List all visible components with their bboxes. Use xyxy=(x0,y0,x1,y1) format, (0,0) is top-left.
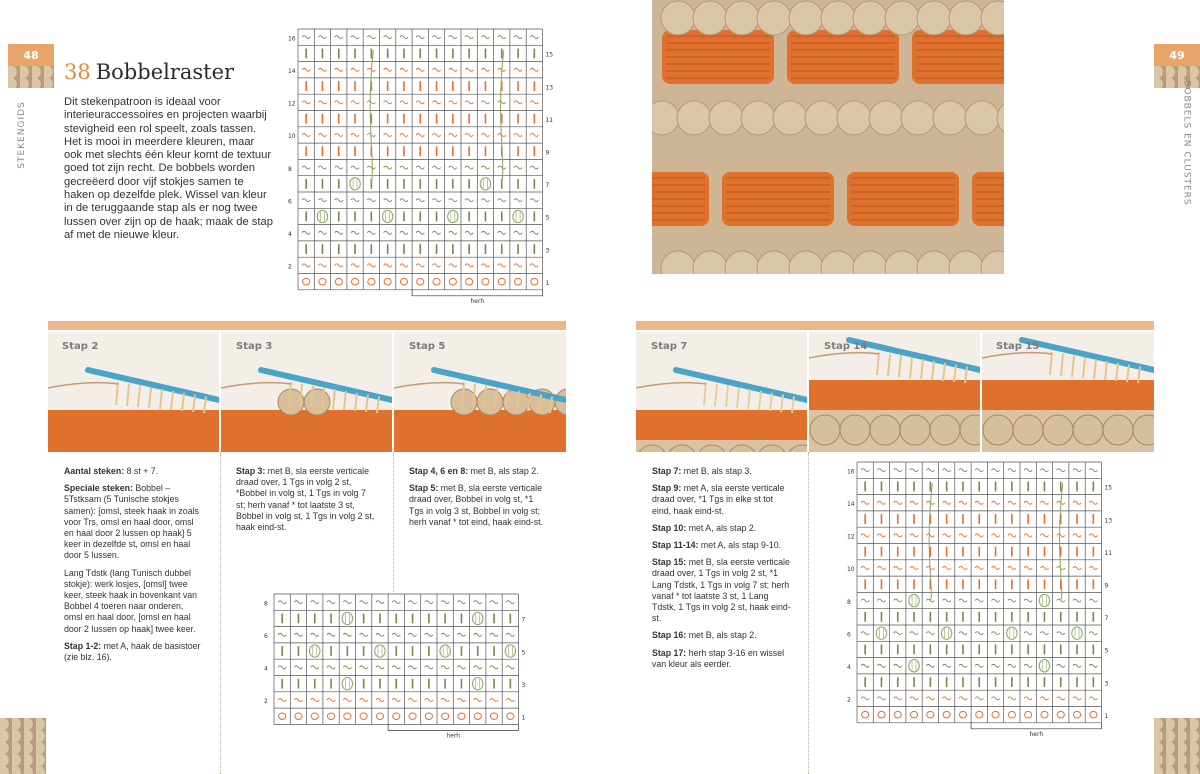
chart-grid xyxy=(845,460,1118,747)
row-number: 6 xyxy=(847,631,851,639)
page-title xyxy=(64,60,234,84)
row-number: 5 xyxy=(545,214,550,222)
step-4-6-8-value: met B, als stap 2. xyxy=(470,466,539,476)
bobble-symbol xyxy=(513,210,523,222)
corner-swatch-left xyxy=(0,718,46,774)
bobble-symbol xyxy=(317,210,327,222)
step-1-2-label: Stap 1-2: xyxy=(64,640,102,651)
instructions-col-1 xyxy=(64,466,204,669)
step-label-15: Stap 15 xyxy=(996,341,1040,352)
row-number: 14 xyxy=(288,68,296,76)
stitch-chart-right xyxy=(845,460,1118,747)
stitch-chart-main xyxy=(286,27,559,314)
repeat-label: herh xyxy=(470,297,485,305)
step-10-value: met A, als stap 2. xyxy=(688,522,757,533)
step-5-label: Stap 5: xyxy=(409,483,439,494)
divider-band-left xyxy=(48,321,566,330)
row-number: 3 xyxy=(545,247,550,255)
divider-band-right xyxy=(636,321,1154,330)
stitch-chart-small xyxy=(262,592,535,748)
row-number: 14 xyxy=(847,501,855,509)
instructions-col-4 xyxy=(652,466,792,676)
step-10-label: Stap 10: xyxy=(652,522,687,533)
row-number: 6 xyxy=(288,198,292,206)
row-number: 8 xyxy=(847,598,851,606)
row-number: 7 xyxy=(1104,615,1109,623)
section-label-left: STEKENGIDS xyxy=(16,101,27,169)
repeat-label: herh xyxy=(446,732,461,740)
row-number: 3 xyxy=(521,681,526,689)
row-number: 8 xyxy=(288,165,292,173)
row-number: 4 xyxy=(288,231,292,239)
row-number: 12 xyxy=(847,533,855,541)
corner-swatch-right xyxy=(1154,718,1200,774)
bobble-symbol xyxy=(505,645,515,657)
row-number: 1 xyxy=(521,714,526,722)
bobble-symbol xyxy=(473,677,483,689)
row-number: 11 xyxy=(1104,549,1113,557)
long-stitch-note: Lang Tdstk (lang Tunisch dubbel stokje): werk losjes, [omsl] twee keer, steek haak in bovenkant van Bobbel 4 toeren naar onderen, omsl en haal door, [omsl en haal door 2 lussen op haak] twee keer. xyxy=(64,567,198,634)
bobble-symbol xyxy=(480,178,490,190)
bobble-symbol xyxy=(1039,660,1049,672)
step-17-label: Stap 17: xyxy=(652,647,687,658)
step-5-value: met B, sla eerste verticale draad over, Bobbel in volg st, *1 Tgs in volg 3 st, Bobbel in volg st; herh vanaf * tot eind, haak eind-st. xyxy=(409,483,543,527)
row-number: 9 xyxy=(1104,582,1109,590)
photo-illustration xyxy=(652,0,1004,274)
row-number: 2 xyxy=(847,696,851,704)
step-17-value: herh stap 3-16 en wissel van kleur als eerder. xyxy=(652,647,785,669)
bobble-symbol xyxy=(342,677,352,689)
page-number-left: 48 xyxy=(8,44,54,66)
row-number: 9 xyxy=(545,149,550,157)
bobble-symbol xyxy=(1072,627,1082,639)
column-divider xyxy=(393,452,394,592)
special-stitches-label: Speciale steken: xyxy=(64,483,133,494)
row-number: 10 xyxy=(288,133,296,141)
section-label-right: BOBBELS EN CLUSTERS xyxy=(1181,80,1192,206)
step-9-label: Stap 9: xyxy=(652,483,682,494)
instructions-col-3 xyxy=(409,466,549,534)
row-number: 5 xyxy=(521,649,526,657)
repeat-label: herh xyxy=(1029,730,1044,738)
thumbnail-swatch-right xyxy=(1154,66,1200,88)
bobble-symbol xyxy=(375,645,385,657)
step-4-6-8-label: Stap 4, 6 en 8: xyxy=(409,466,469,476)
row-number: 7 xyxy=(521,616,526,624)
row-number: 6 xyxy=(264,633,268,641)
column-divider xyxy=(220,452,221,774)
thumbnail-swatch-left xyxy=(8,66,54,88)
bobble-symbol xyxy=(941,627,951,639)
row-number: 12 xyxy=(288,100,296,108)
bobble-symbol xyxy=(473,612,483,624)
row-number: 10 xyxy=(847,566,855,574)
step-label-5: Stap 5 xyxy=(409,341,446,352)
pattern-title: Bobbelraster xyxy=(95,60,235,84)
row-number: 8 xyxy=(264,600,268,608)
step-15-value: met B, sla eerste verticale draad over, 1 Tgs in volg 2 st, *1 Lang Tdstk, 1 Tgs in volg 7 st; herh vanaf * tot laatste 3 st, 1 Lang Tdstk, 1 Tgs in volg 2 st, haak eind-st. xyxy=(652,557,791,624)
bobble-symbol xyxy=(382,210,392,222)
row-number: 16 xyxy=(847,468,855,476)
row-number: 15 xyxy=(1104,484,1113,492)
step-9-value: met A, sla eerste verticale draad over, *1 Tgs in elke st tot eind, haak eind-st. xyxy=(652,483,785,516)
bobble-symbol xyxy=(440,645,450,657)
row-number: 13 xyxy=(1104,517,1113,525)
row-number: 11 xyxy=(545,116,554,124)
row-number: 2 xyxy=(264,698,268,706)
row-number: 3 xyxy=(1104,680,1109,688)
row-number: 5 xyxy=(1104,647,1109,655)
row-number: 4 xyxy=(264,665,268,673)
row-number: 1 xyxy=(545,279,550,287)
step-11-14-label: Stap 11-14: xyxy=(652,540,699,551)
row-number: 13 xyxy=(545,84,554,92)
intro-paragraph: Dit stekenpatroon is ideaal voor interieuraccessoires en projecten waarbij stevigheid een rol speelt, zoals tassen. Het is mooi in meerdere kleuren, maar ook met slechts één kleur komt de textuur goed tot zijn recht. De bobbels worden gecreëerd door vijf stokjes samen te haken op dezelfde plek. Wissel van kleur in de teruggaande stap als er nog twee lussen over zijn op de haak; maak de stap af met de nieuwe kleur. xyxy=(64,96,273,241)
step-15-label: Stap 15: xyxy=(652,557,687,568)
bobble-symbol xyxy=(1007,627,1017,639)
step-3-value: met B, sla eerste verticale draad over, 1 Tgs in volg 2 st, *Bobbel in volg st, 1 Tgs in volg 7 st; herh vanaf * tot laatste 3 st, Bobbel in volg st, 1 Tgs in volg 2 st, haak eind-st. xyxy=(236,466,375,533)
bobble-symbol xyxy=(342,612,352,624)
chart-grid xyxy=(286,27,559,314)
step-3-label: Stap 3: xyxy=(236,466,266,476)
step-16-value: met B, als stap 2. xyxy=(688,630,757,641)
row-number: 16 xyxy=(288,35,296,43)
step-11-14-value: met A, als stap 9-10. xyxy=(700,540,782,551)
step-7-value: met B, als stap 3. xyxy=(683,466,752,476)
bobble-symbol xyxy=(909,660,919,672)
page-number-right: 49 xyxy=(1154,44,1200,66)
column-divider xyxy=(808,452,809,774)
bobble-symbol xyxy=(1039,594,1049,606)
step-label-14: Stap 14 xyxy=(824,341,868,352)
step-1-2-value: met A, haak de basistoer (zie blz. 16). xyxy=(64,640,201,663)
step-label-2: Stap 2 xyxy=(62,341,99,352)
bobble-symbol xyxy=(876,627,886,639)
special-stitches-value: Bobbel – 5Tstksam (5 Tunische stokjes samen): [omsl, steek haak in zoals voor Trs, omsl en haal door, omsl en haal door 2 lussen op haak] 5 keer in dezelfde st, omsl en haal door 5 lussen. xyxy=(64,483,199,561)
bobble-symbol xyxy=(448,210,458,222)
row-number: 2 xyxy=(288,263,292,271)
stitch-count-label: Aantal steken: xyxy=(64,466,125,476)
bobble-symbol xyxy=(310,645,320,657)
step-16-label: Stap 16: xyxy=(652,630,687,641)
bobble-symbol xyxy=(350,178,360,190)
chart-grid xyxy=(262,592,535,748)
pattern-number: 38 xyxy=(64,60,91,84)
row-number: 15 xyxy=(545,51,554,59)
stitch-count-value: 8 st + 7. xyxy=(126,466,159,476)
step-label-3: Stap 3 xyxy=(236,341,273,352)
step-7-label: Stap 7: xyxy=(652,466,682,476)
row-number: 7 xyxy=(545,182,550,190)
row-number: 1 xyxy=(1104,712,1109,720)
swatch-photo xyxy=(652,0,1004,274)
step-label-7: Stap 7 xyxy=(651,341,688,352)
bobble-symbol xyxy=(909,594,919,606)
instructions-col-2 xyxy=(236,466,376,539)
row-number: 4 xyxy=(847,664,851,672)
